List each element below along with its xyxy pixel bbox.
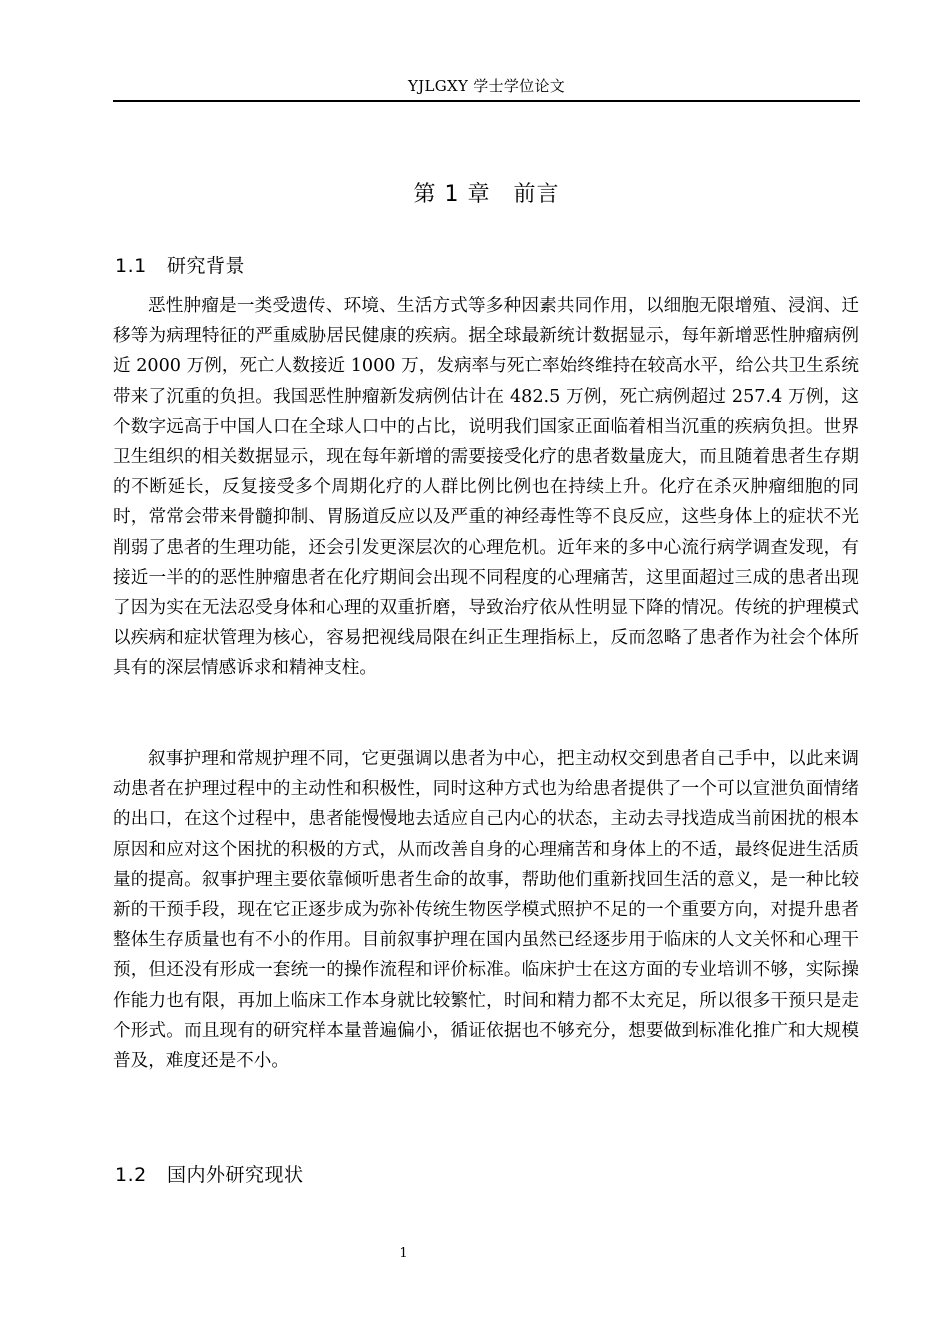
section-number: 1.2 <box>115 1164 147 1186</box>
section-heading-1-1 <box>115 253 245 279</box>
chapter-title: 第 1 章 前言 <box>413 182 560 207</box>
section-title: 研究背景 <box>167 255 246 277</box>
body-paragraph-1: 恶性肿瘤是一类受遗传、环境、生活方式等多种因素共同作用，以细胞无限增殖、浸润、迁移等为病理特征的严重威胁居民健康的疾病。据全球最新统计数据显示，每年新增恶性肿瘤病例近 2000 万例，死亡人数接近 1000 万，发病率与死亡率始终维持在较高水平，给公共卫生系统带来了沉重的负担。我国恶性肿瘤新发病例估计在 482.5 万例，死亡病例超过 257.4 万例，这个数字远高于中国人口在全球人口中的占比，说明我们国家正面临着相当沉重的疾病负担。世界卫生组织的相关数据显示，现在每年新增的需要接受化疗的患者数量庞大，而且随着患者生存期的不断延长，反复接受多个周期化疗的人群比例比例也在持续上升。化疗在杀灭肿瘤细胞的同时，常常会带来骨髓抑制、胃肠道反应以及严重的神经毒性等不良反应，这些身体上的症状不光削弱了患者的生理功能，还会引发更深层次的心理危机。近年来的多中心流行病学调查发现，有接近一半的的恶性肿瘤患者在化疗期间会出现不同程度的心理痛苦，这里面超过三成的患者出现了因为实在无法忍受身体和心理的双重折磨，导致治疗依从性明显下降的情况。传统的护理模式以疾病和症状管理为核心，容易把视线局限在纠正生理指标上，反而忽略了患者作为社会个体所具有的深层情感诉求和精神支柱。 <box>113 296 859 679</box>
section-number: 1.1 <box>115 255 147 277</box>
header-rule <box>113 100 860 102</box>
body-paragraph-2: 叙事护理和常规护理不同，它更强调以患者为中心，把主动权交到患者自己手中，以此来调动患者在护理过程中的主动性和积极性，同时这种方式也为给患者提供了一个可以宣泄负面情绪的出口，在这个过程中，患者能慢慢地去适应自己内心的状态，主动去寻找造成当前困扰的根本原因和应对这个困扰的积极的方式，从而改善自身的心理痛苦和身体上的不适，最终促进生活质量的提高。叙事护理主要依靠倾听患者生命的故事，帮助他们重新找回生活的意义，是一种比较新的干预手段，现在它正逐步成为弥补传统生物医学模式照护不足的一个重要方向，对提升患者整体生存质量也有不小的作用。目前叙事护理在国内虽然已经逐步用于临床的人文关怀和心理干预，但还没有形成一套统一的操作流程和评价标准。临床护士在这方面的专业培训不够，实际操作能力也有限，再加上临床工作本身就比较繁忙，时间和精力都不太充足，所以很多干预只是走个形式。而且现有的研究样本量普遍偏小，循证依据也不够充分，想要做到标准化推广和大规模普及，难度还是不小。 <box>113 749 859 1072</box>
running-header: YJLGXY 学士学位论文 <box>407 77 566 95</box>
section-title: 国内外研究现状 <box>167 1164 304 1186</box>
section-heading-1-2 <box>115 1162 304 1188</box>
page-number: 1 <box>399 1246 408 1261</box>
